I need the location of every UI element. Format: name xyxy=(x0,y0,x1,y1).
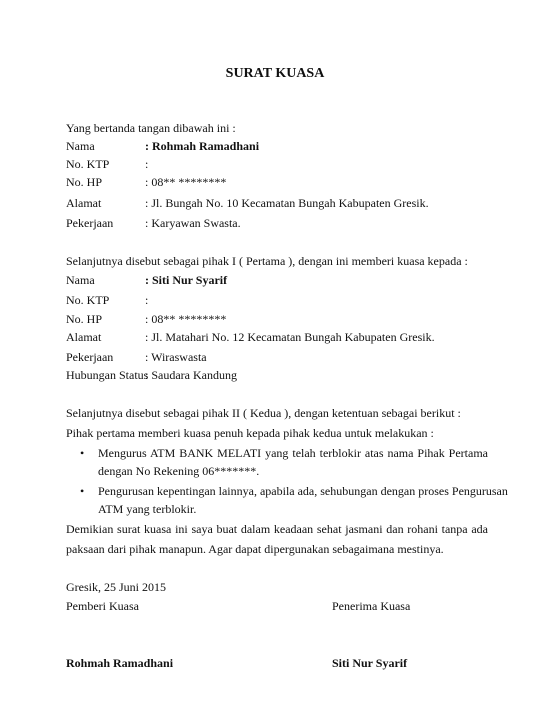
bullet-1-dot: • xyxy=(80,446,85,460)
p2-alamat-label: Alamat xyxy=(66,330,102,344)
p1-alamat-value: : Jl. Bungah No. 10 Kecamatan Bungah Kabupaten Gresik. xyxy=(145,196,429,210)
intro-line: Yang bertanda tangan dibawah ini : xyxy=(66,121,236,135)
p2-nama-label: Nama xyxy=(66,273,95,287)
p1-nama-value: : Rohmah Ramadhani xyxy=(145,139,260,153)
selanjutnya-pertama: Selanjutnya disebut sebagai pihak I ( Pertama ), dengan ini memberi kuasa kepada : xyxy=(66,254,468,268)
selanjutnya-kedua: Selanjutnya disebut sebagai pihak II ( Kedua ), dengan ketentuan sebagai berikut : xyxy=(66,406,461,420)
p2-ktp-value: : xyxy=(145,293,149,307)
penerima-kuasa-label: Penerima Kuasa xyxy=(332,599,411,613)
p1-ktp-value: : xyxy=(145,157,149,171)
p2-hp-value: : 08** ******** xyxy=(145,312,227,326)
p1-hp-value: : 08** ******** xyxy=(145,175,227,189)
demikian-line-1: Demikian surat kuasa ini saya buat dalam keadaan sehat jasmani dan rohani tanpa ada xyxy=(66,522,488,536)
p1-hp-label: No. HP xyxy=(66,175,103,189)
p2-ktp-label: No. KTP xyxy=(66,293,110,307)
demikian-line-2: paksaan dari pihak manapun. Agar dapat dipergunakan sebagaimana mestinya. xyxy=(66,542,444,556)
p1-alamat-label: Alamat xyxy=(66,196,102,210)
p2-hp-label: No. HP xyxy=(66,312,103,326)
p2-pekerjaan-label: Pekerjaan xyxy=(66,350,114,364)
bullet-1-line-2: dengan No Rekening 06*******. xyxy=(98,464,260,478)
bullet-2-dot: • xyxy=(80,484,85,498)
pemberi-kuasa-label: Pemberi Kuasa xyxy=(66,599,139,613)
bullet-1-line-1: Mengurus ATM BANK MELATI yang telah terblokir atas nama Pihak Pertama xyxy=(98,446,488,460)
pihak-pertama-memberi: Pihak pertama memberi kuasa penuh kepada pihak kedua untuk melakukan : xyxy=(66,426,434,440)
bullet-2-line-1: Pengurusan kepentingan lainnya, apabila ada, sehubungan dengan proses Pengurusan xyxy=(98,484,508,498)
p1-nama-label: Nama xyxy=(66,139,95,153)
p1-ktp-label: No. KTP xyxy=(66,157,110,171)
bullet-2-line-2: ATM yang terblokir. xyxy=(98,502,197,516)
signature-name-pemberi: Rohmah Ramadhani xyxy=(66,656,174,670)
signature-name-penerima: Siti Nur Syarif xyxy=(332,656,408,670)
p2-hubungan-value: : Saudara Kandung xyxy=(145,368,237,382)
p2-hubungan-label: Hubungan Status xyxy=(66,368,149,382)
document-title: SURAT KUASA xyxy=(225,66,325,81)
place-date: Gresik, 25 Juni 2015 xyxy=(66,580,166,594)
p2-nama-value: : Siti Nur Syarif xyxy=(145,273,228,287)
p1-pekerjaan-label: Pekerjaan xyxy=(66,216,114,230)
p2-alamat-value: : Jl. Matahari No. 12 Kecamatan Bungah Kabupaten Gresik. xyxy=(145,330,435,344)
p2-pekerjaan-value: : Wiraswasta xyxy=(145,350,207,364)
p1-pekerjaan-value: : Karyawan Swasta. xyxy=(145,216,241,230)
